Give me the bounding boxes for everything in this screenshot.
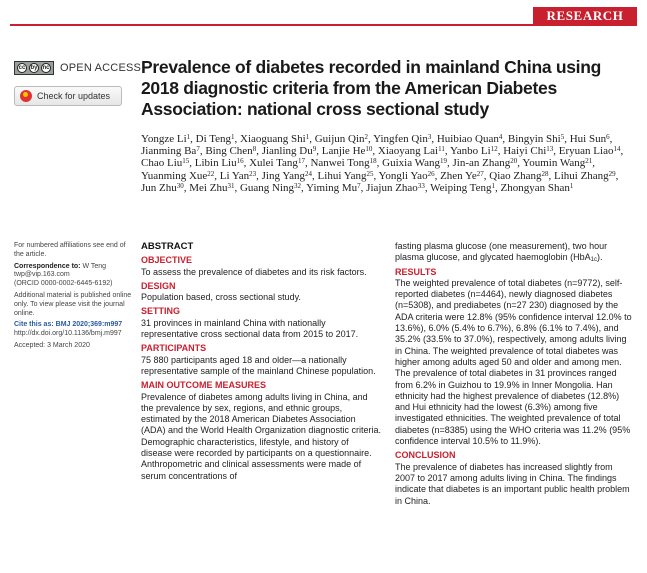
author-affiliation: 26 <box>427 169 435 178</box>
author <box>559 145 621 157</box>
author-affiliation: 21 <box>585 157 593 166</box>
author-affiliation: 1 <box>231 133 235 141</box>
author <box>310 157 376 169</box>
author-affiliation: 20 <box>510 157 518 166</box>
correspondence-email[interactable]: twp@vip.163.com <box>14 271 70 279</box>
author <box>522 157 592 169</box>
author-affiliation: 18 <box>369 157 377 166</box>
author-affiliation: 12 <box>490 145 498 154</box>
citation <box>14 321 132 339</box>
author <box>554 170 616 182</box>
author <box>318 170 374 182</box>
author-affiliation: 23 <box>249 169 257 178</box>
outcome-cont: fasting plasma glucose (one measurement), two hour plasma glucose, and glycated haemoglobin (HbA <box>395 241 608 263</box>
author-name: Guang Ning <box>239 181 295 194</box>
author-name: Hui Sun <box>569 133 607 145</box>
cite-ref: BMJ 2020;369:m997 <box>55 321 123 329</box>
author <box>141 157 189 169</box>
author <box>195 157 244 169</box>
by-icon: by <box>30 65 38 71</box>
author-name: Xiaoguang Shi <box>240 133 306 145</box>
author-name: Bing Chen <box>205 145 253 158</box>
author <box>453 157 518 169</box>
author-name: Lanjie He <box>321 145 366 158</box>
author-name: Guijun Qin <box>314 133 365 145</box>
author-name: Xiaoyang Lai <box>377 145 439 158</box>
author-name: Libin Liu <box>194 157 237 170</box>
outcome-cont-end: ). <box>596 252 603 263</box>
author-affiliation: 7 <box>357 181 361 190</box>
participants-text: 75 880 participants aged 18 and older—a nationally representative sample of the mainland Chinese population. <box>141 354 376 376</box>
abstract-column-2 <box>395 241 635 509</box>
author-affiliation: 16 <box>236 157 244 166</box>
author-affiliation: 29 <box>608 169 616 178</box>
cite-label: Cite this as: <box>14 321 54 329</box>
author-affiliation: 1 <box>305 133 310 141</box>
author-name: Yiming Mu <box>306 181 358 194</box>
author-name: Qiao Zhang <box>489 169 542 182</box>
author-affiliation: 3 <box>427 133 432 141</box>
correspondence <box>14 263 132 289</box>
author-affiliation: 5 <box>560 133 565 141</box>
author <box>570 133 610 145</box>
author-name: Guixia Wang <box>382 157 441 170</box>
author <box>430 182 495 194</box>
author <box>141 145 200 157</box>
author-affiliation: 30 <box>176 181 184 190</box>
author-affiliation: 2 <box>364 133 369 141</box>
author-affiliation: 17 <box>297 157 305 166</box>
author-affiliation: 7 <box>196 145 200 154</box>
setting-text: 31 provinces in mainland China with nationally representative cross sectional data from 2015 to 2017. <box>141 317 359 340</box>
additional-material-note: Additional material is published online only. To view please visit the journal online. <box>14 291 132 317</box>
author <box>196 133 235 145</box>
author-name: Eryuan Liao <box>558 145 614 158</box>
author-name: Jin-an Zhang <box>452 157 511 170</box>
author-affiliation: 11 <box>438 145 445 154</box>
outcome-text-continued <box>395 241 635 264</box>
orcid: (ORCID 0000-0002-6445-6192) <box>14 280 113 288</box>
author <box>205 145 256 157</box>
author-name: Zhongyan Shan <box>500 181 570 194</box>
author-name: Youmin Wang <box>522 157 586 170</box>
hba1c-subscript: 1c <box>590 257 597 264</box>
accepted-date: Accepted: 3 March 2020 <box>14 341 90 349</box>
author-affiliation: 25 <box>366 169 374 178</box>
author <box>382 157 447 169</box>
author-name: Bingyin Shi <box>507 133 561 145</box>
author-affiliation: 15 <box>182 157 190 166</box>
outcome-heading: MAIN OUTCOME MEASURES <box>141 380 267 391</box>
author <box>508 133 564 145</box>
author-affiliation: 4 <box>498 133 503 141</box>
author-name: Yongze Li <box>141 133 187 145</box>
article-sidebar <box>14 242 132 354</box>
cc-by-nc-icon <box>14 61 54 75</box>
author <box>262 145 317 157</box>
author <box>189 182 234 194</box>
open-access-row <box>14 60 141 76</box>
author <box>306 182 361 194</box>
author-name: Huibiao Quan <box>436 133 499 145</box>
author-affiliation: 13 <box>546 145 554 154</box>
author <box>220 170 256 182</box>
author <box>322 145 373 157</box>
author <box>262 170 312 182</box>
author-list: Yongze Li$^1$, Di Teng$^1$, Xiaoguang Shi$^1$, Guijun Qin$^2$, Yingfen Qin$^3$, Huibiao Quan$^4$, Bingyin Shi$^5$, Hui Sun$^6$, Jianming Ba$^7$, Bing Chen$^8$, Jianling Du$^9$, Lanjie He$^{10}$, Xiaoyang Lai$^{11}$, Yanbo Li$^{12}$, Haiyi Chi$^{13}$, Eryuan Liao$^{14}$, Chao Liu$^{15}$, Libin Liu$^{16}$, Xulei Tang$^{17}$, Nanwei Tong$^{18}$, Guixia Wang$^{19}$, Jin-an Zhang$^{20}$, Youmin Wang$^{21}$, Yuanming Xue$^{22}$, Li Yan$^{23}$, Jing Yang$^{24}$, Lihui Yang$^{25}$, Yongli Yao$^{26}$, Zhen Ye$^{27}$, Qiao Zhang$^{28}$, Lihui Zhang$^{29}$, Jun Zhu$^{30}$, Mei Zhu$^{31}$, Guang Ning$^{32}$, Yiming Mu$^7$, Jiajun Zhao$^{33}$, Weiping Teng$^1$, Zhongyan Shan$^1$ <box>141 133 624 194</box>
author-name: Jun Zhu <box>141 181 177 194</box>
author-affiliation: 9 <box>312 145 317 154</box>
design-heading: DESIGN <box>141 280 176 291</box>
author-name: Di Teng <box>195 133 232 145</box>
author <box>141 182 184 194</box>
author <box>373 133 431 145</box>
author <box>315 133 368 145</box>
author-name: Xulei Tang <box>249 157 298 170</box>
author-affiliation: 24 <box>305 169 313 178</box>
correspondence-label: Correspondence to: <box>14 262 81 270</box>
author-name: Jing Yang <box>261 169 306 182</box>
author-name: Lihui Yang <box>317 169 367 182</box>
author-name: Nanwei Tong <box>310 157 370 170</box>
author-affiliation: 22 <box>207 169 215 178</box>
author <box>501 182 574 194</box>
author <box>489 170 548 182</box>
author <box>440 170 484 182</box>
author-name: Zhen Ye <box>440 169 477 182</box>
author <box>378 145 445 157</box>
author-affiliation: 1 <box>186 133 191 141</box>
author-name: Jiajun Zhao <box>366 181 418 194</box>
results-heading: RESULTS <box>395 266 437 277</box>
author-affiliation: 10 <box>365 145 373 154</box>
conclusion-text: The prevalence of diabetes has increased slightly from 2007 to 2017 among adults living in China. The findings indicate that diabetes is an important public health problem in China. <box>395 461 630 506</box>
author-affiliation: 1 <box>569 181 574 190</box>
author-affiliation: 33 <box>417 181 425 190</box>
author <box>503 145 553 157</box>
nc-icon: nc <box>42 65 50 71</box>
author-name: Chao Liu <box>141 157 183 170</box>
author <box>450 145 498 157</box>
author-name: Yongli Yao <box>378 169 428 182</box>
objective-text: To assess the prevalence of diabetes and its risk factors. <box>141 266 367 277</box>
objective-heading: OBJECTIVE <box>141 255 193 266</box>
participants-heading: PARTICIPANTS <box>141 343 207 354</box>
author-affiliation: 8 <box>252 145 257 154</box>
author-name: Lihui Zhang <box>553 169 609 182</box>
setting-heading: SETTING <box>141 306 181 317</box>
author-affiliation: 14 <box>613 145 621 154</box>
author <box>379 170 435 182</box>
author-affiliation: 1 <box>491 181 496 190</box>
author <box>141 170 214 182</box>
correspondence-name: W Teng <box>82 262 107 270</box>
author-name: Yingfen Qin <box>373 133 428 145</box>
affiliations-note: For numbered affiliations see end of the article. <box>14 242 126 258</box>
author-affiliation: 32 <box>294 181 302 190</box>
cc-icon: cc <box>18 65 26 71</box>
doi-link[interactable]: http://dx.doi.org/10.1136/bmj.m997 <box>14 330 122 338</box>
outcome-text: Prevalence of diabetes among adults living in China, and the prevalence by sex, regions, and ethnic groups, estimated by the 2018 American Diabetes Association (ADA) and the World Health Organization diagnostic criteria. Demographic characteristics, lifestyle, and history of disease were recorded by participants on a questionnaire. Anthropometric and clinical assessments were made of serum concentrations of <box>141 391 381 481</box>
abstract-heading: ABSTRACT <box>141 241 194 252</box>
results-text: The weighted prevalence of total diabetes (n=9772), self-reported diabetes (n=4464), newly diagnosed diabetes (n=5308), and prediabetes (n=27 230) diagnosed by the ADA criteria were 12.8% (95% confidence interval 12.0% to 13.6%), 6.0% (5.4% to 6.7%), 6.8% (6.1% to 7.4%), and 35.2% (33.5% to 37.0%), respectively, among adults living in China. The weighted prevalence of total diabetes was higher among adults aged 50 and older and among men. The prevalence of total diabetes in 31 provinces ranged from 6.2% in Guizhou to 19.9% in Inner Mongolia. Han ethnicity had the highest prevalence of diabetes (12.8%) and Hui ethnicity had the lowest (6.3%) among five investigated ethnicities. The weighted prevalence of total diabetes (n=8385) using the WHO criteria was 11.2% (95% confidence interval 10.5% to 11.9%). <box>395 277 632 447</box>
author-name: Haiyi Chi <box>503 145 547 158</box>
author-name: Jianling Du <box>261 145 313 158</box>
author-name: Li Yan <box>219 169 250 182</box>
conclusion-heading: CONCLUSION <box>395 450 456 461</box>
author-affiliation: 6 <box>606 133 610 141</box>
check-for-updates-button[interactable] <box>14 86 122 106</box>
author-affiliation: 31 <box>227 181 235 190</box>
top-bar <box>0 0 647 26</box>
author-name: Yuanming Xue <box>141 169 208 182</box>
author-affiliation: 27 <box>476 169 484 178</box>
author <box>141 133 190 145</box>
author <box>437 133 503 145</box>
section-label: RESEARCH <box>533 7 637 24</box>
author-name: Yanbo Li <box>449 145 491 158</box>
abstract-column-1 <box>141 241 381 484</box>
author <box>366 182 425 194</box>
author <box>240 182 301 194</box>
author-name: Jianming Ba <box>141 145 197 158</box>
design-text: Population based, cross sectional study. <box>141 292 301 303</box>
author-name: Weiping Teng <box>430 181 492 194</box>
author-affiliation: 28 <box>541 169 549 178</box>
author <box>240 133 309 145</box>
header-rule <box>10 24 637 26</box>
open-access-label: OPEN ACCESS <box>60 62 142 74</box>
author-affiliation: 19 <box>440 157 448 166</box>
author-name: Mei Zhu <box>189 181 228 194</box>
crossmark-icon <box>20 90 32 102</box>
article-title: Prevalence of diabetes recorded in mainland China using 2018 diagnostic criteria from the American Diabetes Association: national cross sectional study <box>141 57 602 119</box>
check-for-updates-label: Check for updates <box>37 91 111 101</box>
author <box>249 157 305 169</box>
